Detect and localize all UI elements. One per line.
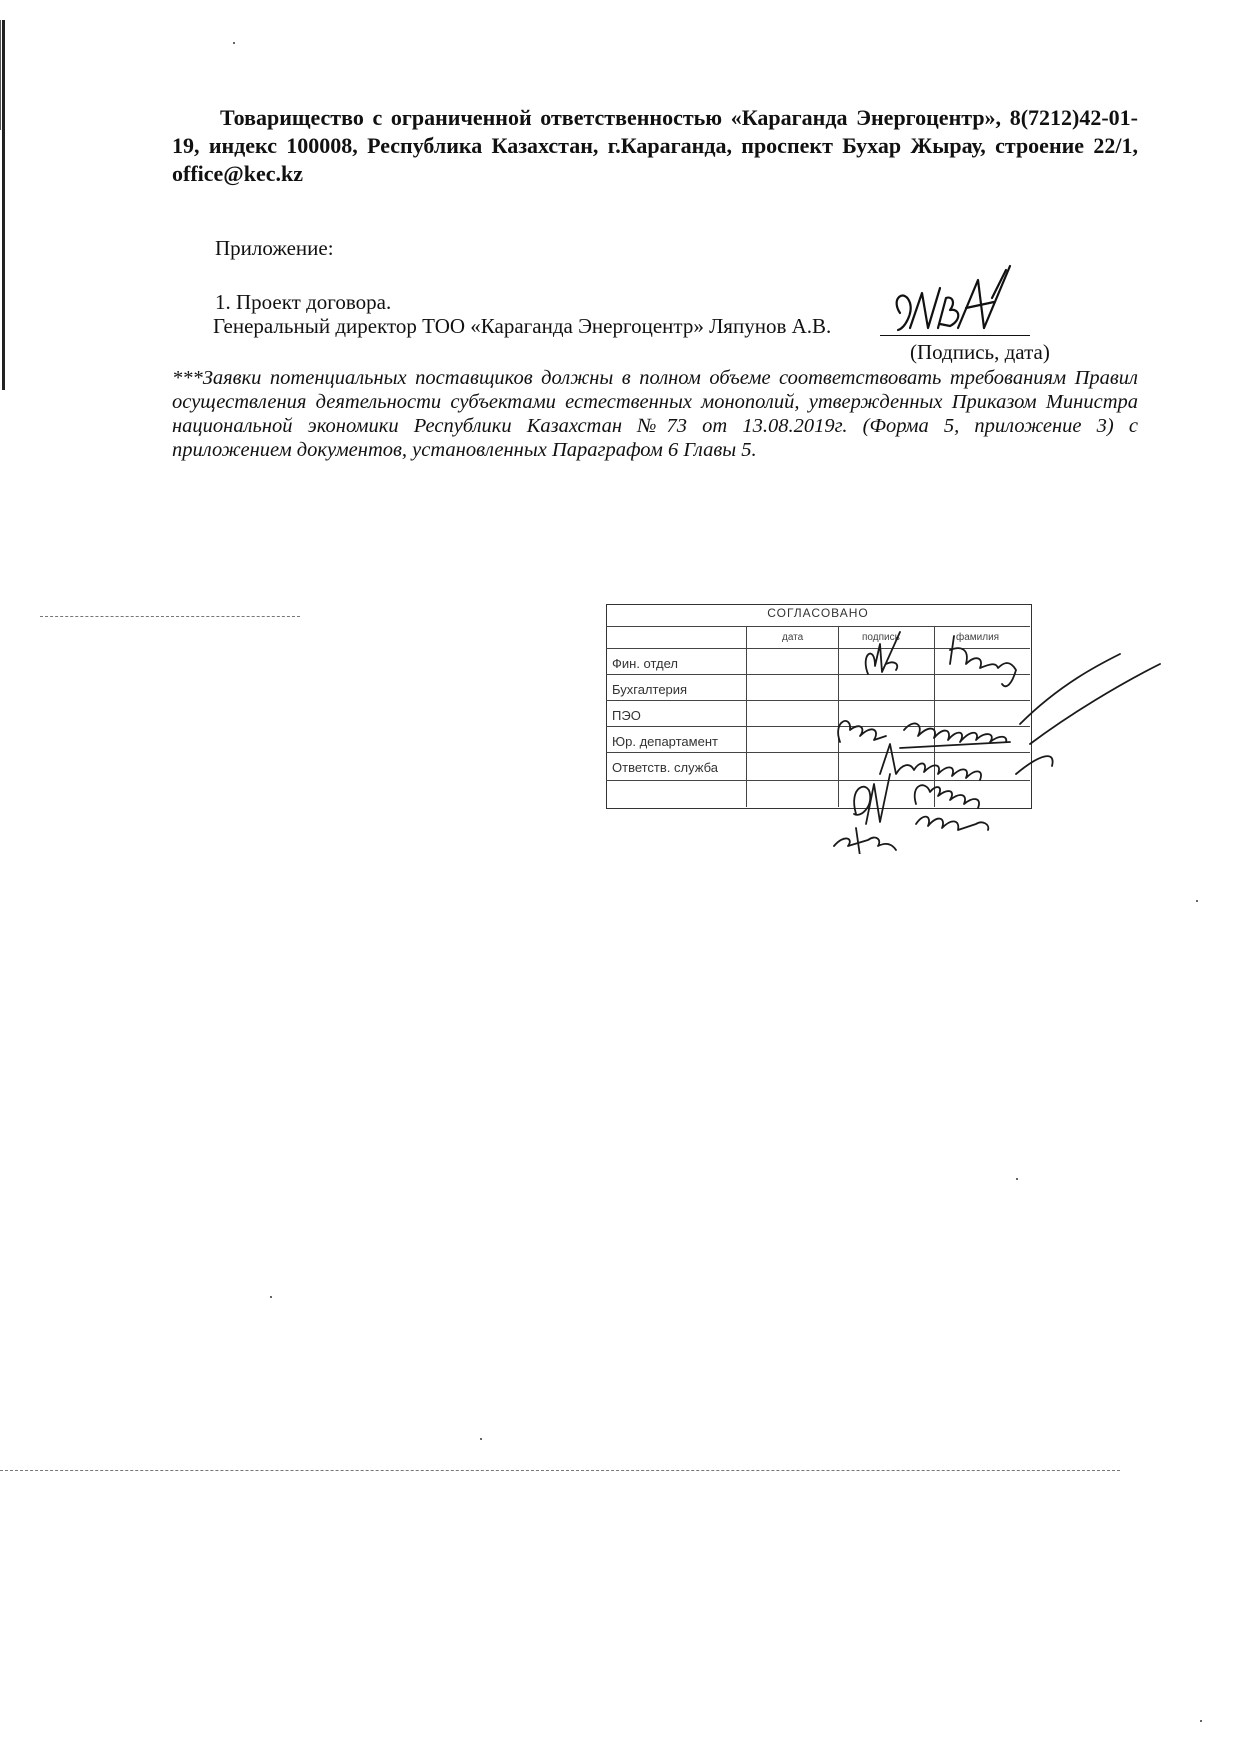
stamp-column-surname: фамилия [956,632,1000,643]
annex-label: Приложение: [215,236,334,260]
stamp-row-responsible: Ответств. служба [612,760,718,775]
director-signature-line: Генеральный директор ТОО «Караганда Энергоцентр» Ляпунов А.В. [213,314,832,338]
stamp-signatures [820,624,1180,854]
scan-speck [1200,1720,1202,1722]
scan-edge-mark [2,20,5,390]
stamp-title: СОГЛАСОВАНО [767,606,869,620]
scan-edge-thin-mark [0,20,1,130]
scan-speck [270,1296,272,1298]
scan-artifact-line [0,1470,1120,1472]
stamp-row-peo: ПЭО [612,708,641,723]
stamp-column-signature: подпись [862,632,900,643]
stamp-column-date: дата [782,632,804,643]
scan-speck [1016,1178,1018,1180]
scan-speck [233,42,235,44]
director-signature [880,258,1040,343]
stamp-column-divider [746,626,747,807]
signature-hint: (Подпись, дата) [910,340,1050,364]
stamp-row-legal: Юр. департамент [612,734,718,749]
organization-header: Товарищество с ограниченной ответственностью «Караганда Энергоцентр», 8(7212)42-01-19, индекс 100008, Республика Казахстан, г.Караганда, проспект Бухар Жырау, строение 22/1, office@kec.kz [172,105,1138,186]
scan-speck [480,1438,482,1440]
annex-item: 1. Проект договора. [215,290,392,314]
stamp-row-finance: Фин. отдел [612,656,678,671]
scan-artifact-line [40,616,300,618]
footnote-requirements: ***Заявки потенциальных поставщиков должны в полном объеме соответствовать требованиям Правил осуществления деятельности субъектами естественных монополий, утвержденных Приказом Министра национальной экономики Республики Казахстан №73 от 13.08.2019г. (Форма 5, приложение 3) с приложением документов, установленных Параграфом 6 Главы 5. [172,367,1138,461]
stamp-row-accounting: Бухгалтерия [612,682,688,697]
scan-speck [1196,900,1198,902]
